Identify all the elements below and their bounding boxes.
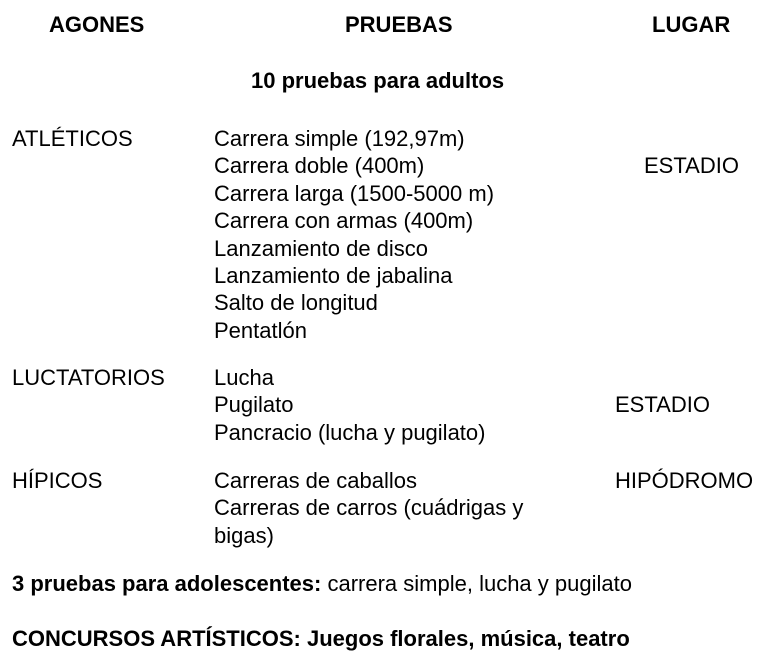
pruebas-luctatorios [214,364,485,446]
list-item: Salto de longitud [214,290,378,316]
pruebas-hipicos [214,467,523,549]
adult-events-title: 10 pruebas para adultos [251,68,505,93]
list-item: Pentatlón [214,317,307,343]
lugar-luctatorios: ESTADIO [615,392,710,417]
header-agones: AGONES [49,12,145,37]
list-item: Lanzamiento de disco [214,235,429,261]
lugar-hipicos: HIPÓDROMO [615,468,754,493]
list-item: Lanzamiento de jabalina [214,263,453,289]
lugar-atleticos: ESTADIO [644,153,739,178]
list-item: Pugilato [214,392,294,418]
list-item: Pancracio (lucha y pugilato) [214,419,486,445]
adolescent-events-text: carrera simple, lucha y pugilato [321,571,632,596]
adolescent-events [12,571,632,597]
list-item: Carreras de carros (cuádrigas y [214,495,524,521]
agon-hipicos: HÍPICOS [12,468,103,493]
header-pruebas: PRUEBAS [345,12,453,37]
list-item: bigas) [214,522,274,548]
agon-atleticos: ATLÉTICOS [12,126,133,151]
artistic-contests: CONCURSOS ARTÍSTICOS: Juegos florales, música, teatro [12,626,630,651]
adolescent-events-label: 3 pruebas para adolescentes: [12,571,322,596]
list-item: Carrera con armas (400m) [214,208,474,234]
list-item: Lucha [214,365,274,390]
header-lugar: LUGAR [652,12,731,37]
list-item: Carrera doble (400m) [214,153,425,179]
list-item: Carrera larga (1500-5000 m) [214,180,495,206]
list-item: Carrera simple (192,97m) [214,126,465,151]
agon-luctatorios: LUCTATORIOS [12,365,165,390]
list-item: Carreras de caballos [214,468,417,493]
pruebas-atleticos [214,125,494,344]
